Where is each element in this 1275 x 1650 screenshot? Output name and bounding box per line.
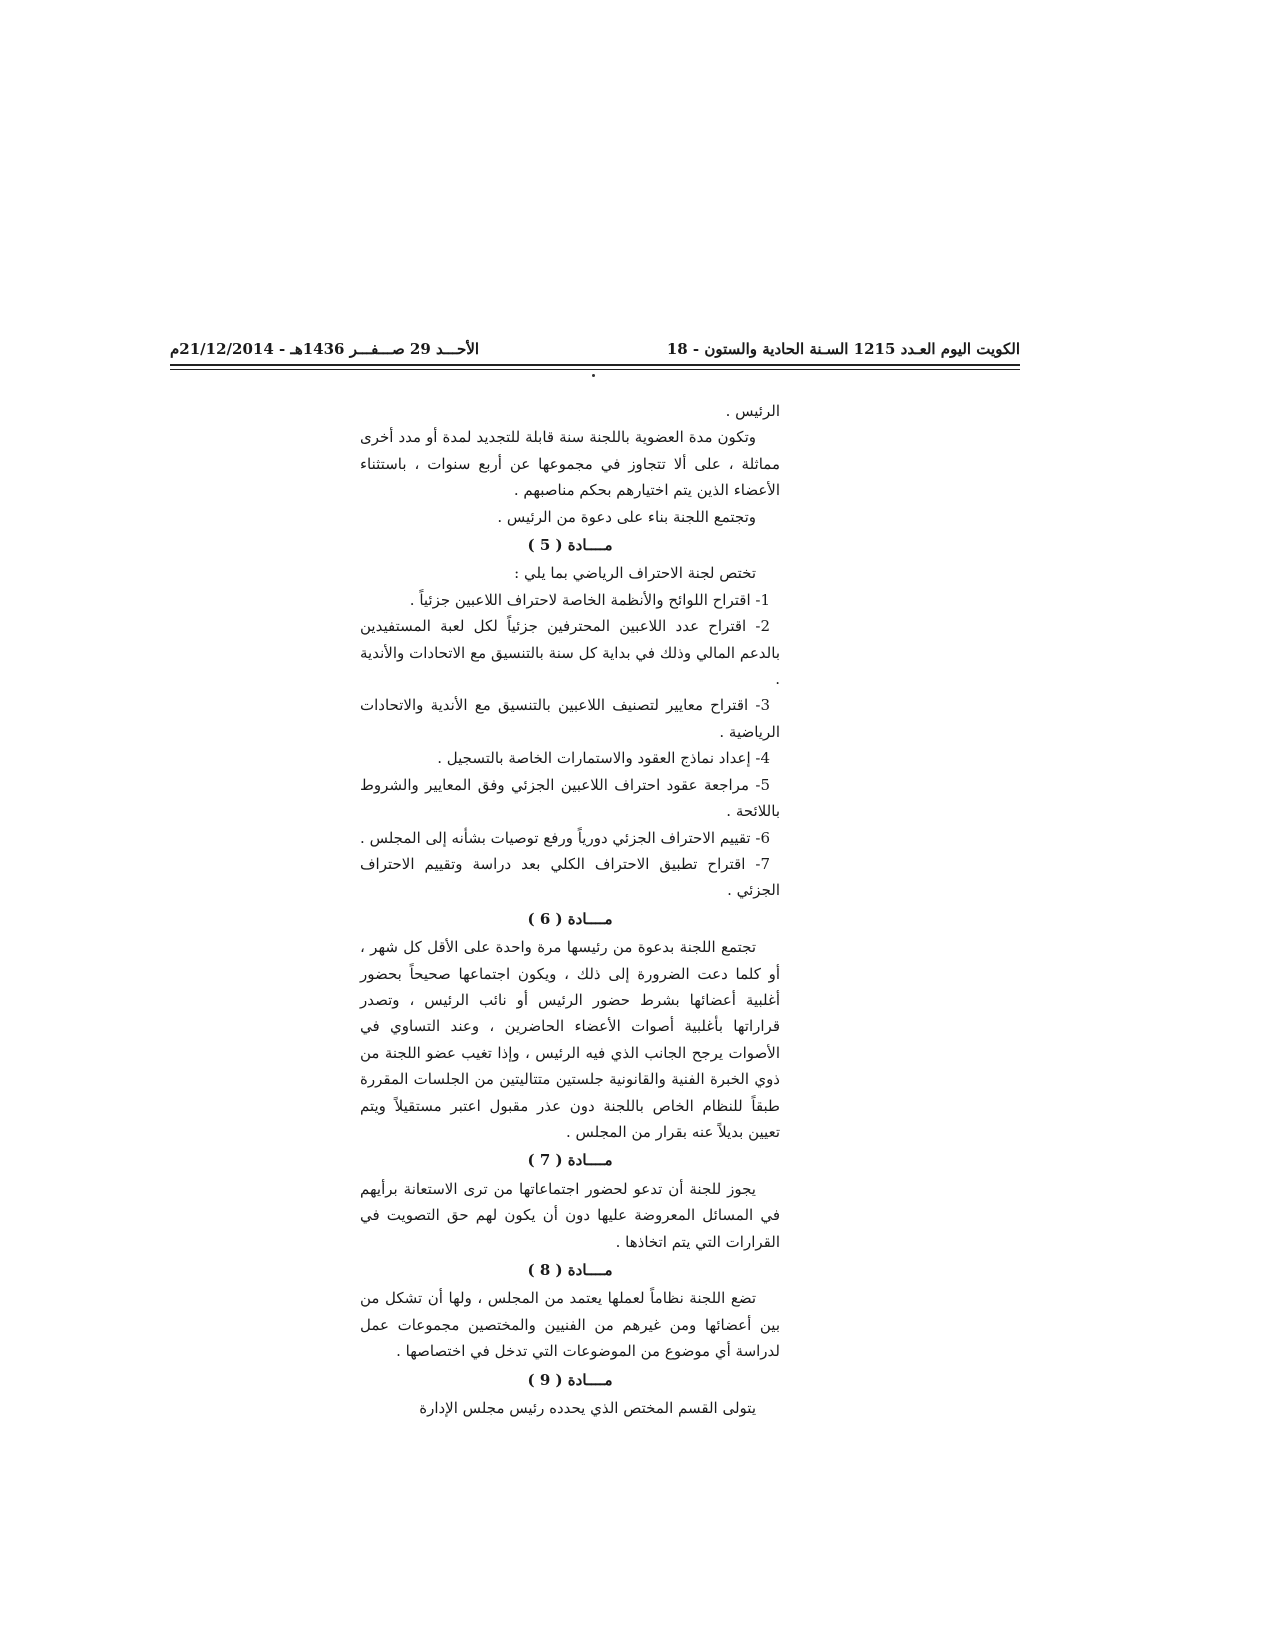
header-date: الأحـــد 29 صـــفـــر 1436هـ - 21/12/2014م xyxy=(170,340,480,358)
list-item: 7- اقتراح تطبيق الاحتراف الكلي بعد دراسة وتقييم الاحتراف الجزئي . xyxy=(360,854,780,900)
list-item: 4- إعداد نماذج العقود والاستمارات الخاصة بالتسجيل . xyxy=(437,749,770,768)
article-6-heading: مــــادة ( 6 ) xyxy=(527,909,613,928)
article-8-heading: مــــادة ( 8 ) xyxy=(527,1261,613,1279)
paragraph: وتجتمع اللجنة بناء على دعوة من الرئيس . xyxy=(497,507,756,526)
paragraph: تجتمع اللجنة بدعوة من رئيسها مرة واحدة على الأقل كل شهر ، أو كلما دعت الضرورة إلى ذلك ، ويكون اجتماعها صحيحاً بحضور أغلبية أعضائها بشرط حضور الرئيس أو نائب الرئيس ، وتصدر قراراتها بأغلبية أصوات الأعضاء الحاضرين ، وعند التساوي في الأصوات يرجح الجانب الذي فيه الرئيس ، وإذا تغيب عضو اللجنة من ذوي الخبرة الفنية والقانونية جلستين متتاليتين من الجلسات المقررة طبقاً للنظام الخاص باللجنة دون عذر مقبول اعتبر مستقيلاً ويتم تعيين بديلاً عنه بقرار من المجلس . xyxy=(360,938,780,1141)
scan-dot xyxy=(592,374,595,377)
header-rule-thin xyxy=(170,369,1020,370)
list-item: 1- اقتراح اللوائح والأنظمة الخاصة لاحتراف اللاعبين جزئياً . xyxy=(409,590,770,609)
article-7-heading: مــــادة ( 7 ) xyxy=(527,1151,613,1170)
paragraph: يجوز للجنة أن تدعو لحضور اجتماعاتها من ترى الاستعانة برأيهم في المسائل المعروضة عليها دون أن يكون لهم حق التصويت في القرارات التي يتم اتخاذها . xyxy=(360,1179,780,1251)
article-9-heading: مــــادة ( 9 ) xyxy=(527,1370,613,1389)
list-item: 6- تقييم الاحتراف الجزئي دورياً ورفع توصيات بشأنه إلى المجلس . xyxy=(360,828,770,847)
article-column xyxy=(360,398,780,1421)
header-gazette-info: الكويت اليوم العـدد 1215 السـنة الحادية والستون - 18 xyxy=(666,340,1020,358)
paragraph: تضع اللجنة نظاماً لعملها يعتمد من المجلس ، ولها أن تشكل من بين أعضائها ومن غيرهم من الفنيين والمختصين مجموعات عمل لدراسة أي موضوع من الموضوعات التي تدخل في اختصاصها . xyxy=(360,1289,780,1361)
header-rule-thick xyxy=(170,364,1020,366)
paragraph: وتكون مدة العضوية باللجنة سنة قابلة للتجديد لمدة أو مدد أخرى مماثلة ، على ألا تتجاوز في مجموعها عن أربع سنوات ، باستثناء الأعضاء الذين يتم اختيارهم بحكم مناصبهم . xyxy=(360,428,780,500)
article-5-heading: مــــادة ( 5 ) xyxy=(527,536,613,555)
paragraph: يتولى القسم المختص الذي يحدده رئيس مجلس الإدارة xyxy=(419,1399,756,1418)
page-header xyxy=(170,334,1020,364)
paragraph: تختص لجنة الاحتراف الرياضي بما يلي : xyxy=(514,564,756,583)
paragraph: الرئيس . xyxy=(725,402,780,420)
list-item: 5- مراجعة عقود احتراف اللاعبين الجزئي وفق المعايير والشروط باللائحة . xyxy=(360,775,780,821)
list-item: 2- اقتراح عدد اللاعبين المحترفين جزئياً لكل لعبة المستفيدين بالدعم المالي وذلك في بداية كل سنة بالتنسيق مع الاتحادات والأندية . xyxy=(360,617,780,689)
list-item: 3- اقتراح معايير لتصنيف اللاعبين بالتنسيق مع الأندية والاتحادات الرياضية . xyxy=(360,696,780,741)
